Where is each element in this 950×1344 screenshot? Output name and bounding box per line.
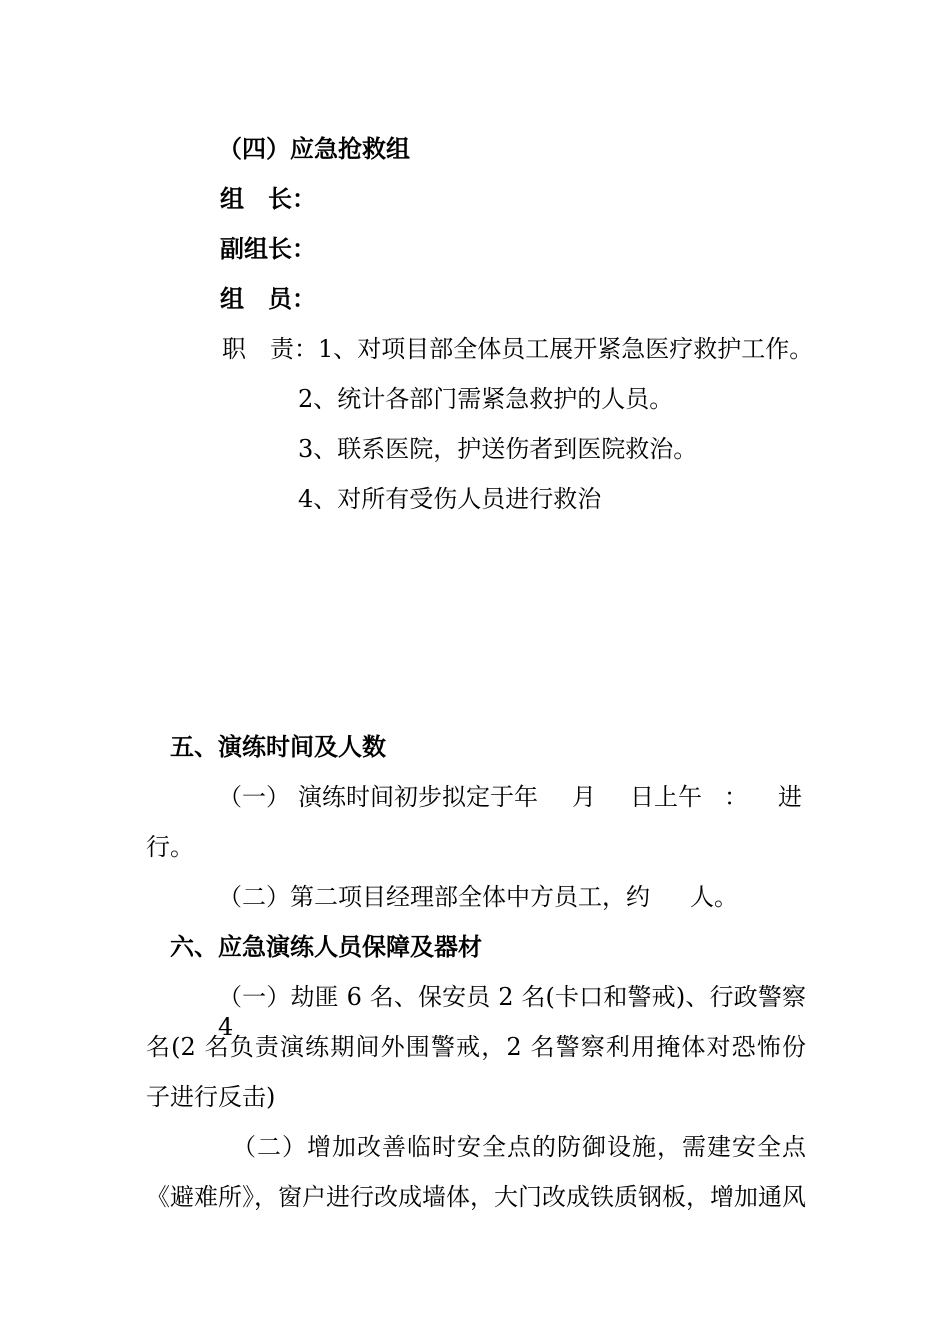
section-six-heading: 六、应急演练人员保障及器材 (170, 933, 482, 961)
drill-time-continuation: 行。 (146, 833, 194, 861)
personnel-line-1: （一）劫匪 6 名、保安员 2 名(卡口和警戒)、行政警察 4 (218, 983, 806, 1041)
duty-item-1: 1、对项目部全体员工展开紧急医疗救护工作。 (318, 335, 814, 363)
drill-time-month: 月 (572, 783, 596, 811)
drill-time-colon: ： (724, 783, 748, 811)
participants-line (218, 882, 738, 912)
facilities-line-1: （二）增加改善临时安全点的防御设施，需建安全点 (232, 1133, 806, 1161)
drill-time-line (218, 782, 802, 812)
drill-time-text-a: 演练时间初步拟定于年 (298, 783, 538, 811)
duty-item-3: 3、联系医院，护送伤者到医院救治。 (298, 435, 698, 463)
personnel-line-2: 名(2 名负责演练期间外围警戒，2 名警察利用掩体对恐怖份 (146, 1033, 806, 1061)
drill-time-prefix: （一） (218, 783, 290, 811)
drill-time-day: 日上午 (630, 783, 702, 811)
section-four-heading: （四）应急抢救组 (218, 135, 410, 163)
leader-label: 组 长： (220, 185, 316, 213)
facilities-line-2: 《避难所》，窗户进行改成墙体，大门改成铁质钢板，增加通风 (146, 1183, 806, 1211)
participants-text: （二）第二项目经理部全体中方员工，约 (218, 883, 650, 911)
section-five-heading: 五、演练时间及人数 (170, 733, 386, 761)
deputy-leader-label: 副组长： (220, 235, 316, 263)
duty-item-4: 4、对所有受伤人员进行救治 (298, 485, 602, 513)
drill-time-end: 进 (778, 783, 802, 811)
members-label: 组 员： (220, 285, 316, 313)
duties-label: 职 责： (222, 335, 318, 363)
duties-line-1 (222, 334, 813, 364)
personnel-line-3: 子进行反击) (146, 1083, 276, 1111)
duty-item-2: 2、统计各部门需紧急救护的人员。 (298, 385, 674, 413)
participants-unit: 人。 (690, 883, 738, 911)
